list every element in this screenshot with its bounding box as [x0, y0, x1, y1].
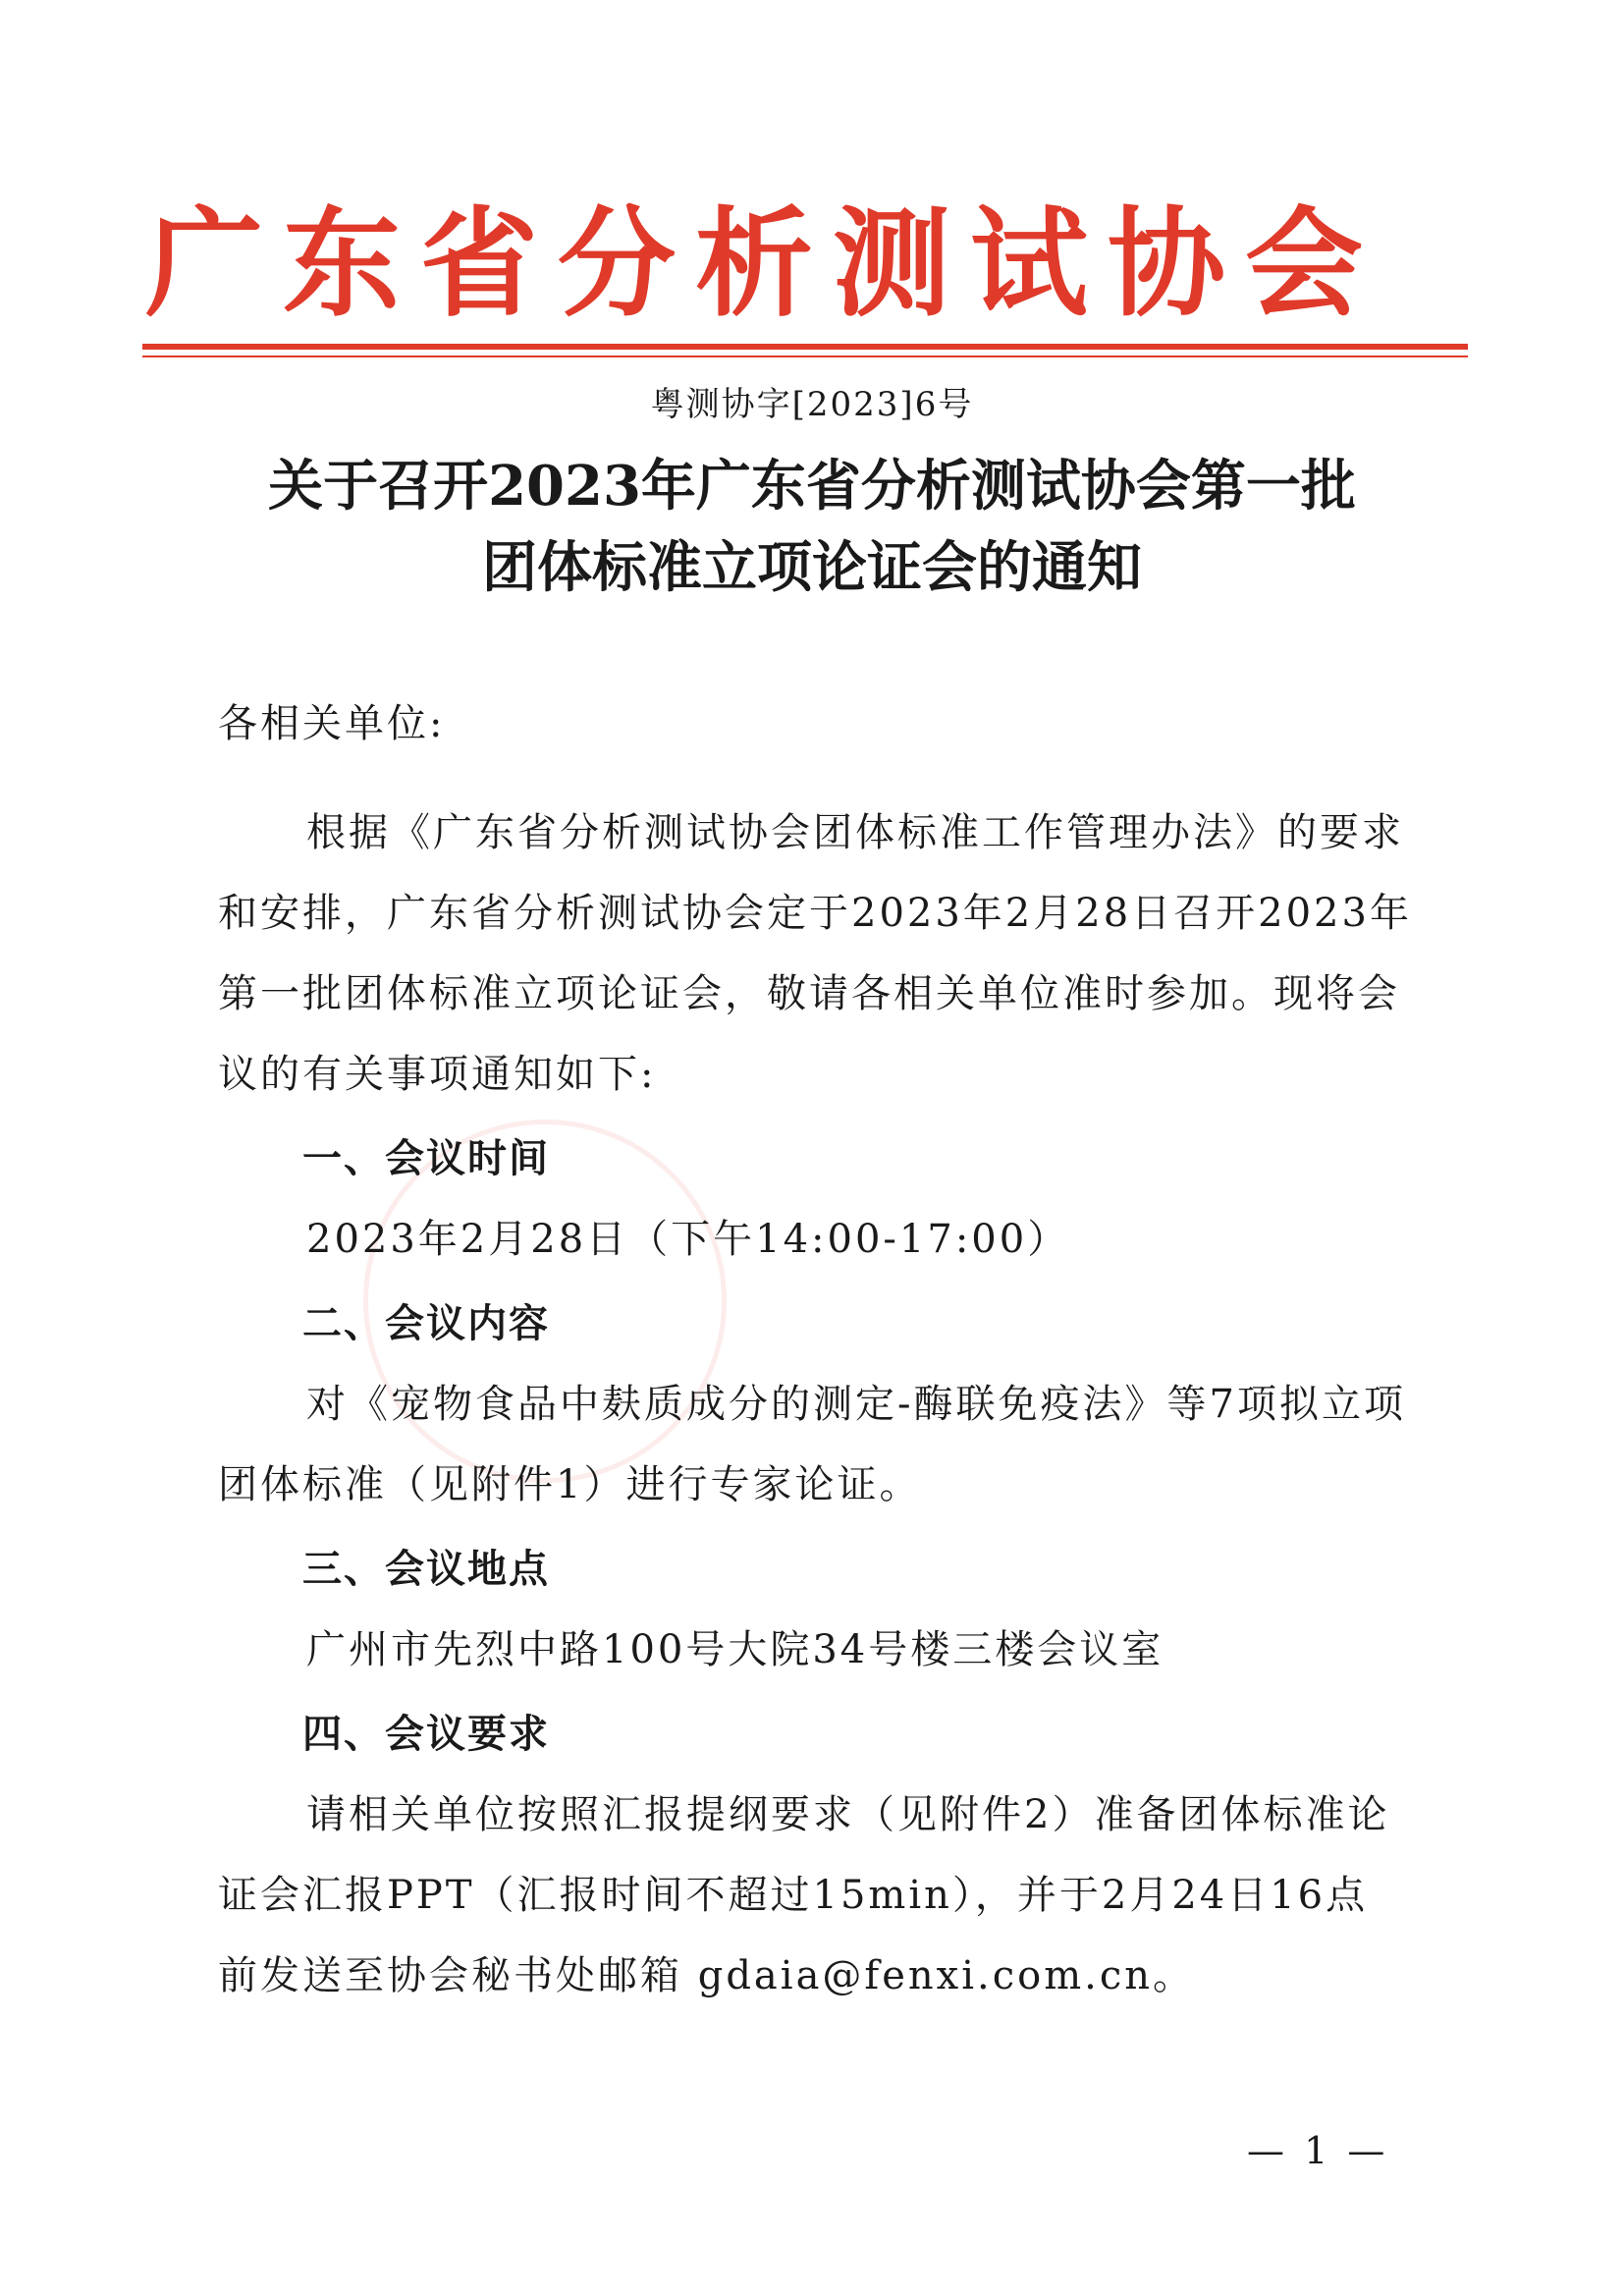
section-heading-meeting-time: 一、会议时间: [302, 1136, 550, 1181]
intro-line: 和安排，广东省分析测试协会定于2023年2月28日召开2023年: [218, 891, 1412, 936]
meeting-content-line: 团体标准（见附件1）进行专家论证。: [218, 1462, 922, 1507]
salutation: 各相关单位:: [218, 701, 446, 746]
document-number: 粤测协字[2023]6号: [650, 385, 974, 424]
document-title-line-1: 关于召开2023年广东省分析测试协会第一批: [268, 454, 1356, 519]
section-heading-meeting-content: 二、会议内容: [302, 1301, 550, 1346]
organization-letterhead: 广东省分析测试协会: [145, 196, 1382, 333]
meeting-time-value: 2023年2月28日（下午14:00-17:00）: [306, 1217, 1070, 1262]
page-number: — 1 —: [1247, 2129, 1389, 2172]
intro-line: 第一批团体标准立项论证会，敬请各相关单位准时参加。现将会: [218, 971, 1400, 1016]
meeting-location-value: 广州市先烈中路100号大院34号楼三楼会议室: [306, 1627, 1164, 1672]
meeting-requirements-line: 证会汇报PPT（汇报时间不超过15min），并于2月24日16点: [218, 1873, 1369, 1918]
meeting-requirements-line: 前发送至协会秘书处邮箱 gdaia@fenxi.com.cn。: [218, 1953, 1196, 1998]
meeting-content-line: 对《宠物食品中麸质成分的测定-酶联免疫法》等7项拟立项: [306, 1382, 1406, 1427]
section-heading-meeting-requirements: 四、会议要求: [302, 1712, 550, 1757]
intro-line: 议的有关事项通知如下:: [218, 1052, 657, 1097]
document-title-line-2: 团体标准立项论证会的通知: [482, 535, 1142, 600]
section-heading-meeting-location: 三、会议地点: [302, 1547, 550, 1592]
intro-line: 根据《广东省分析测试协会团体标准工作管理办法》的要求: [306, 810, 1404, 855]
meeting-requirements-line: 请相关单位按照汇报提纲要求（见附件2）准备团体标准论: [306, 1792, 1390, 1837]
letterhead-divider-thick: [142, 344, 1468, 350]
letterhead-divider-thin: [142, 355, 1468, 357]
